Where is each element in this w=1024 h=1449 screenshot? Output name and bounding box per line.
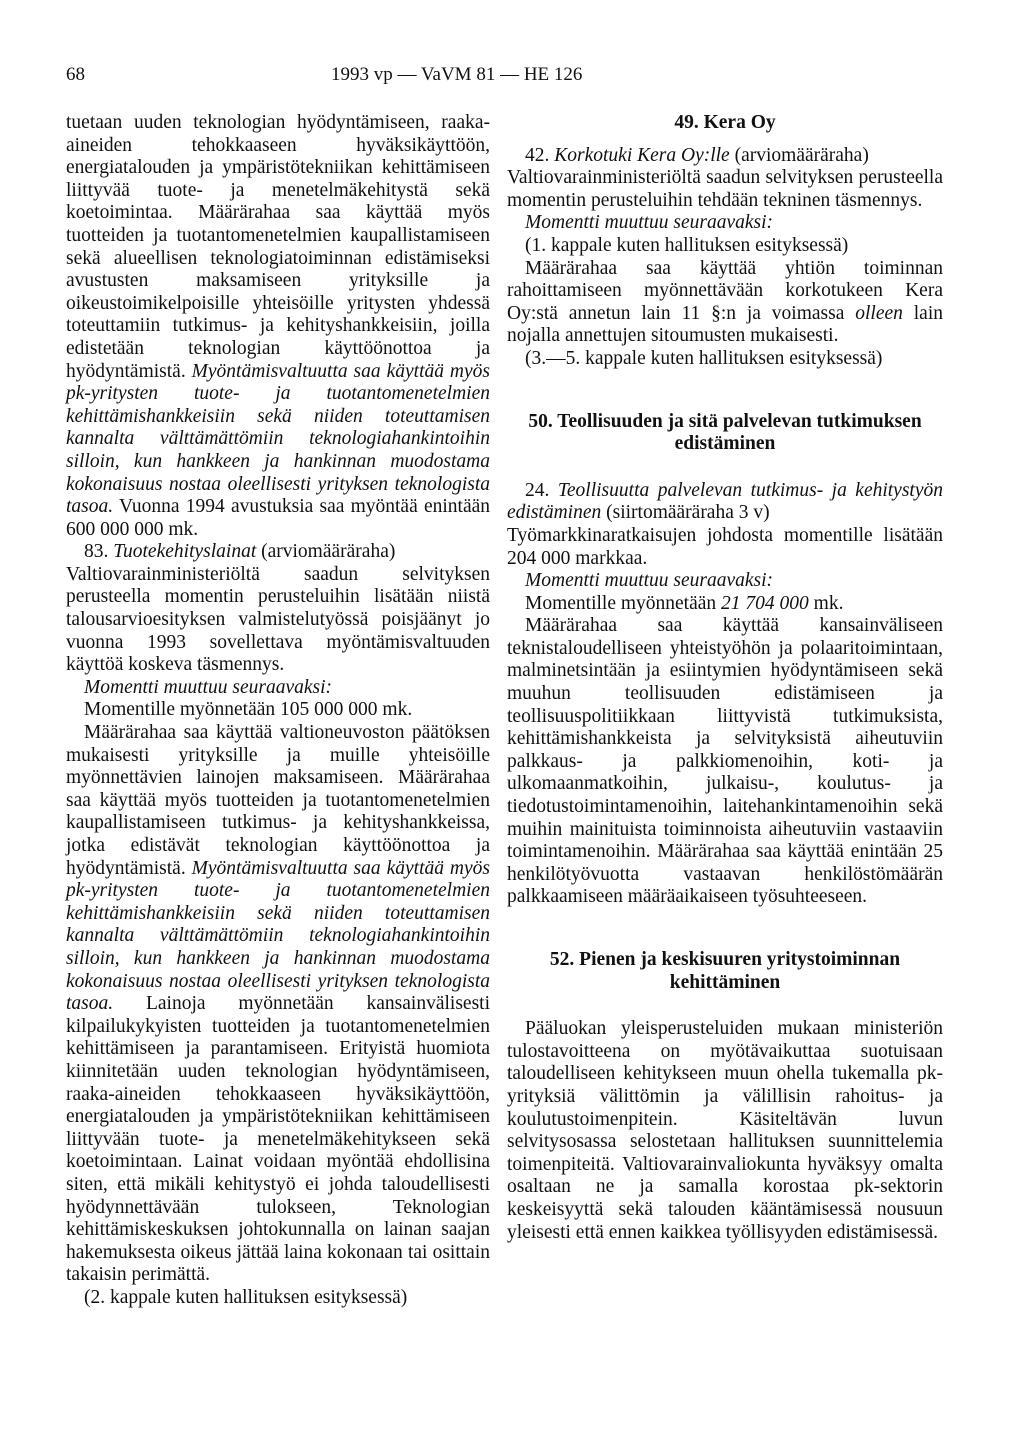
- item-83-body: Valtiovarainministeriöltä saadun selvityksen perusteella momentin perusteluihin lisätään niistä talousarvioesityksen valmistelutyössä poisjäänyt jo vuonna 1993 sovellettava myöntämisvaltuuden käyttöä koskeva täsmennys.: [66, 563, 490, 676]
- item-title: Tuotekehityslainat: [113, 541, 257, 563]
- text-run: mk.: [813, 592, 844, 614]
- item-number: 24.: [525, 479, 550, 501]
- italic-text-run: olleen: [855, 302, 903, 324]
- section-52-title: 52. Pienen ja keskisuuren yritystoiminnan kehittäminen: [549, 949, 901, 993]
- momentti-label: [507, 570, 943, 593]
- item-type: (arviomääräraha): [734, 144, 869, 166]
- item-83-heading: [66, 541, 490, 564]
- item-type: (siirtomääräraha 3 v): [606, 502, 770, 524]
- appropriation-line: Momentille myönnetään 105 000 000 mk.: [84, 699, 413, 721]
- closing-note: (2. kappale kuten hallituksen esityksessä): [84, 1286, 408, 1308]
- italic-text-run: Momentti muuttuu seuraavaksi:: [525, 212, 774, 234]
- right-column: [507, 112, 943, 1244]
- appropriation-line: [507, 593, 943, 616]
- item-24-heading: [507, 480, 943, 525]
- momentti-label: [66, 677, 490, 700]
- left-column: [66, 112, 490, 1309]
- paragraph-note: (3.—5. kappale kuten hallituksen esityksessä): [525, 347, 883, 369]
- paragraph: Määrärahaa saa käyttää kansainväliseen teknistaloudelliseen yhteistyöhön ja polaaritoimintaan, malminetsintään ja esiintymien hyödyntämiseen sekä muuhun teollisuuden edistämiseen ja teollisuuspolitiikkaan liittyvistä tutkimuksista, kehittämishankkeista ja selvityksistä aiheutuviin palkkaus- ja palkkiomenoihin, koti- ja ulkomaanmatkoihin, julkaisu-, koulutus- ja tiedotustoimintamenoihin, laitehankintamenoihin sekä muihin mainituista toiminnoista aiheutuviin vastaaviin toimintamenoihin. Määrärahaa saa käyttää enintään 25 henkilötyövuotta vastaavan henkilöstömäärän palkkaamiseen määräaikaiseen työsuhteeseen.: [507, 615, 943, 908]
- italic-text-run: Myöntämisvaltuutta saa käyttää myös pk-yritysten tuote- ja tuotantomenetelmien kehittämishankkeisiin sekä niiden toteuttamisen kannalta välttämättömiin teknologiahankintoihin silloin, kun hankkeen ja hankinnan muodostama kokonaisuus nostaa oleellisesti yrityksen teknologista tasoa.: [66, 360, 490, 518]
- page-header: [66, 64, 966, 92]
- paragraph-note: (1. kappale kuten hallituksen esityksessä): [525, 234, 849, 256]
- item-42-heading: [507, 145, 943, 168]
- item-type: (arviomääräraha): [261, 541, 396, 563]
- italic-text-run: Momentti muuttuu seuraavaksi:: [525, 570, 774, 592]
- paragraph: Pääluokan yleisperusteluiden mukaan ministeriön tulostavoitteena on myötävaikuttaa suotuisaan taloudelliseen kehitykseen muun ohella tukemalla pk-yrityksiä välittömin ja välillisin rahoitus- ja koulutustoimenpitein. Käsiteltävän luvun selvitysosassa selostetaan hallituksen suunnittelemia toimenpiteitä. Valtiovarainvaliokunta hyväksyy omalta osaltaan ne ja samalla korostaa pk-sektorin keskeisyyttä sekä talouden kääntämisessä nousuun yleisesti että ennen kaikkea työllisyyden edistämisessä.: [507, 1018, 943, 1243]
- text-run: Vuonna 1994 avustuksia saa myöntää enintään 600 000 000 mk.: [66, 496, 490, 540]
- text-run: tuetaan uuden teknologian hyödyntämiseen, raaka-aineiden tehokkaaseen hyväksikäyttöön, energiatalouden ja ympäristötekniikan kehittämiseen liittyvää tuote- ja menetelmäkehitystä sekä koetoimintaa. Määrärahaa saa käyttää myös tuotteiden ja tuotantomenetelmien kaupallistamiseen sekä alueellisen teknologiatoiminnan edistämiseksi avustusten maksamiseen yrityksille ja oikeustoimikelpoisille yhteisöille yritysten yhdessä toteuttamiin tutkimus- ja kehityshankkeisiin, joilla edistetään teknologian käyttöönottoa ja hyödyntämistä.: [66, 112, 490, 382]
- text-run: Määrärahaa saa käyttää valtioneuvoston päätöksen mukaisesti yrityksille ja muille yhteisöille myönnettävien lainojen maksamiseen. Määrärahaa saa käyttää myös tuotteiden ja tuotantomenetelmien kaupallistamiseen tutkimus- ja kehityshankkeissa, jotka edistävät teknologian käyttöönottoa ja hyödyntämistä.: [66, 722, 490, 879]
- item-number: 83.: [84, 541, 109, 563]
- paragraph: [66, 722, 490, 1287]
- page-number: 68: [66, 64, 85, 85]
- running-title: 1993 vp — VaVM 81 — HE 126: [331, 64, 583, 85]
- paragraph: [507, 258, 943, 348]
- text-run: Lainoja myönnetään kansainvälisesti kilpailukykyisten tuotteiden ja tuotantomenetelmien kehittämiseen ja parantamiseen. Erityistä huomiota kiinnitetään uuden teknologian hyödyntämiseen, raaka-aineiden tehokkaaseen hyväksikäyttöön, energiatalouden ja ympäristötekniikan kehittämiseen liittyvään tuote- ja menetelmäkehitykseen sekä koetoimintaan. Lainat voidaan myöntää ehdollisina siten, että mikäli kehitystyö ei johda taloudellisesti hyödynnettävään tulokseen, Teknologian kehittämiskeskuksen johtokunnalla on lainan saajan hakemuksesta oikeus jättää laina kokonaan tai osittain takaisin perimättä.: [66, 993, 490, 1286]
- appropriation-amount: 21 704 000: [721, 592, 809, 614]
- italic-text-run: Momentti muuttuu seuraavaksi:: [84, 676, 333, 698]
- item-title: Korkotuki Kera Oy:lle: [554, 144, 730, 166]
- item-title: Teollisuutta palvelevan tutkimus- ja kehitystyön edistäminen: [507, 479, 944, 524]
- paragraph-continued: [66, 112, 490, 541]
- item-number: 42.: [525, 144, 550, 166]
- item-24-body: Työmarkkinaratkaisujen johdosta momentille lisätään 204 000 markkaa.: [507, 524, 943, 569]
- text-run: Määrärahaa saa käyttää yhtiön toiminnan rahoittamiseen myönnettävään korkotukeen Kera Oy:stä annetun lain 11 §:n ja voimassa: [507, 257, 943, 324]
- section-50-title: 50. Teollisuuden ja sitä palvelevan tutkimuksen edistäminen: [528, 410, 922, 455]
- momentti-label: [507, 212, 943, 235]
- item-42-body: Valtiovarainministeriöltä saadun selvityksen perusteella momentin perusteluihin tehdään tekninen täsmennys.: [507, 167, 943, 211]
- section-49-title: 49. Kera Oy: [674, 112, 776, 133]
- italic-text-run: Myöntämisvaltuutta saa käyttää myös pk-yritysten tuote- ja tuotantomenetelmien kehittämishankkeisiin sekä niiden toteuttamisen kannalta välttämättömiin teknologiahankintoihin silloin, kun hankkeen ja hankinnan muodostama kokonaisuus nostaa oleellisesti yrityksen teknologista tasoa.: [66, 857, 490, 1015]
- text-run: Momentille myönnetään: [525, 592, 717, 614]
- text-run: lain nojalla annettujen sitoumusten mukaisesti.: [507, 302, 943, 347]
